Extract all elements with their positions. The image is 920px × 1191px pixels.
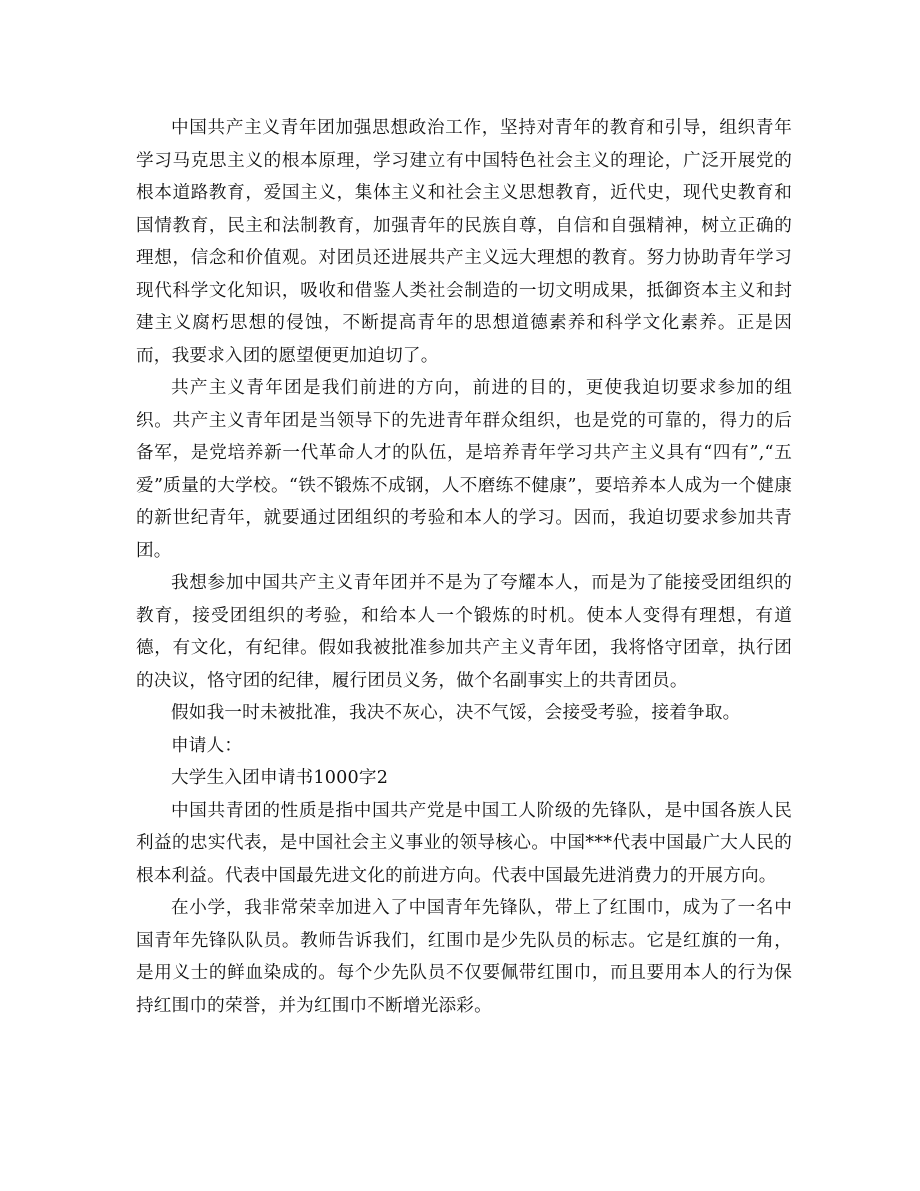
paragraph-join-purpose: 我想参加中国共产主义青年团并不是为了夸耀本人，而是为了能接受团组织的教育，接受团组织的考验，和给本人一个锻炼的时机。使本人变得有理想，有道德，有文化，有纪律。假如我被批准参加共产主义青年团，我将恪守团章，执行团的决议，恪守团的纪律，履行团员义务，做个名副事实上的共青团员。 <box>136 573 792 691</box>
paragraph-thought-education: 中国共产主义青年团加强思想政治工作，坚持对青年的教育和引导，组织青年学习马克思主义的根本原理，学习建立有中国特色社会主义的理论，广泛开展党的根本道路教育，爱国主义，集体主义和社会主义思想教育，近代史，现代史教育和国情教育，民主和法制教育，加强青年的民族自尊，自信和自强精神，树立正确的理想，信念和价值观。对团员还进展共产主义远大理想的教育。努力协助青年学习现代科学文化知识，吸收和借鉴人类社会制造的一切文明成果，抵御资本主义和封建主义腐朽思想的侵蚀，不断提高青年的思想道德素养和科学文化素养。正是因而，我要求入团的愿望便更加迫切了。 <box>136 118 792 366</box>
paragraph-league-nature: 中国共青团的性质是指中国共产党是中国工人阶级的先锋队，是中国各族人民利益的忠实代表，是中国社会主义事业的领导核心。中国***代表中国最广大人民的根本利益。代表中国最先进文化的前进方向。代表中国最先进消费力的开展方向。 <box>136 800 792 886</box>
paragraph-youth-league-direction: 共产主义青年团是我们前进的方向，前进的目的，更使我迫切要求参加的组织。共产主义青年团是当领导下的先进青年群众组织，也是党的可靠的，得力的后备军，是党培养新一代革命人才的队伍，是培养青年学习共产主义具有“四有”,“五爱”质量的大学校。“铁不锻炼不成钢，人不磨练不健康”，要培养本人成为一个健康的新世纪青年，就要通过团组织的考验和本人的学习。因而，我迫切要求参加共青团。 <box>136 378 792 561</box>
paragraph-not-approved: 假如我一时未被批准，我决不灰心，决不气馁，会接受考验，接着争取。 <box>171 703 741 723</box>
section-heading: 大学生入团申请书1000字2 <box>171 768 389 788</box>
paragraph-young-pioneers: 在小学，我非常荣幸加进入了中国青年先锋队，带上了红围巾，成为了一名中国青年先锋队队员。教师告诉我们，红围巾是少先队员的标志。它是红旗的一角，是用义士的鲜血染成的。每个少先队员不仅要佩带红围巾，而且要用本人的行为保持红围巾的荣誉，并为红围巾不断增光添彩。 <box>136 898 792 1016</box>
applicant-label: 申请人： <box>171 735 243 756</box>
document-body <box>136 112 792 1022</box>
